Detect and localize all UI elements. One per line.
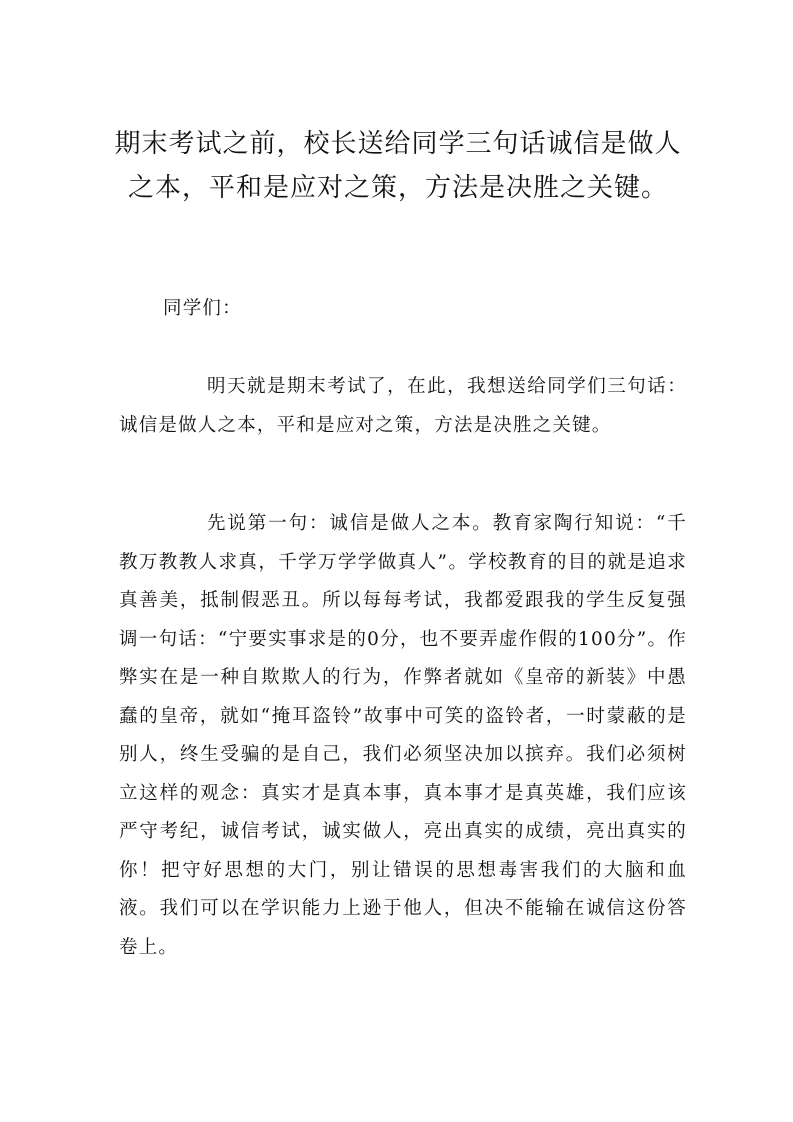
- paragraph-2: 先说第一句：诚信是做人之本。教育家陶行知说：“千教万教教人求真，千学万学学做真人”。学校教育的目的就是追求真善美，抵制假恶丑。所以每每考试，我都爱跟我的学生反复强调一句话：“宁要实事求是的0分，也不要弄虚作假的100分”。作弊实在是一种自欺欺人的行为，作弊者就如《皇帝的新装》中愚蠢的皇帝，就如“掩耳盗铃”故事中可笑的盗铃者，一时蒙蔽的是别人，终生受骗的是自己，我们必须坚决加以摈弃。我们必须树立这样的观念：真实才是真本事，真本事才是真英雄，我们应该严守考纪，诚信考试，诚实做人，亮出真实的成绩，亮出真实的你！把守好思想的大门，别让错误的思想毒害我们的大脑和血液。我们可以在学识能力上逊于他人，但决不能输在诚信这份答卷上。: [119, 513, 687, 958]
- document-title: 期末考试之前，校长送给同学三句话诚信是做人之本，平和是应对之策，方法是决胜之关键。: [114, 129, 682, 203]
- paragraph-1: 明天就是期末考试了，在此，我想送给同学们三句话：诚信是做人之本，平和是应对之策，方法是决胜之关键。: [119, 376, 687, 436]
- greeting: 同学们：: [163, 298, 242, 319]
